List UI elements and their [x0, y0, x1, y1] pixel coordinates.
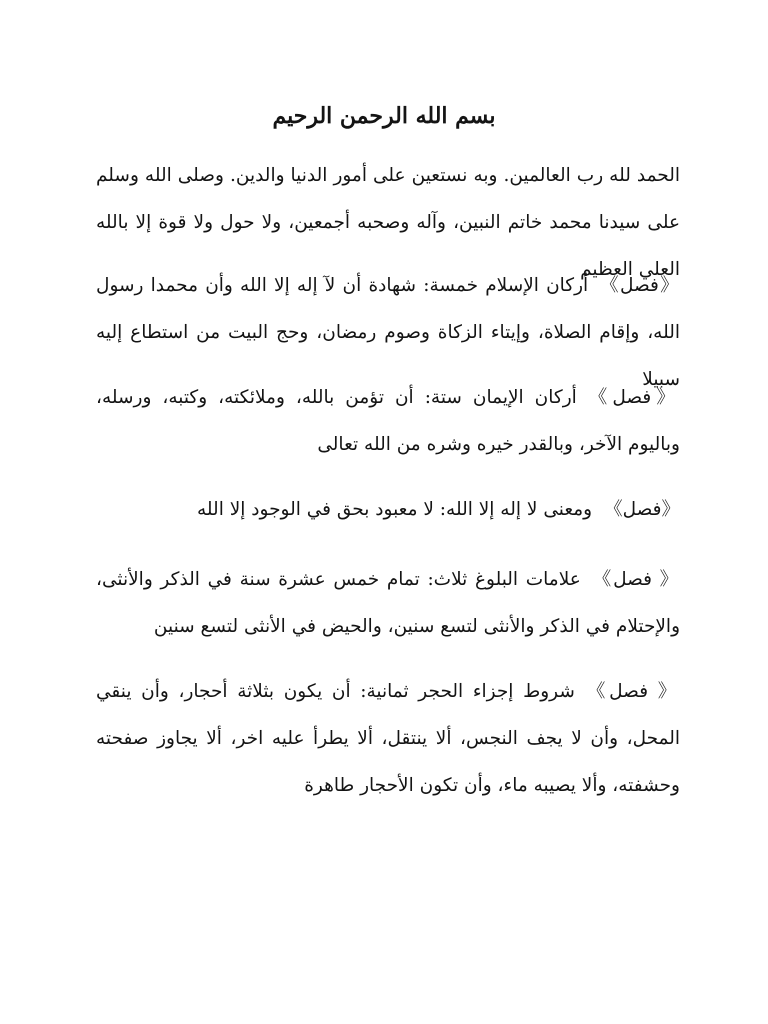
- intro-paragraph: الحمد لله رب العالمين. وبه نستعين على أمور الدنيا والدين. وصلى الله وسلم على سيدنا محمد خاتم النبين، وآله وصحبه أجمعين، ولا حول ولا قوة إلا بالله العلي العظيم: [96, 165, 680, 280]
- section-text: ومعنى لا إله إلا الله: لا معبود بحق في الوجود إلا الله: [197, 499, 593, 520]
- page-title: بسم الله الرحمن الرحيم: [272, 103, 496, 129]
- section-label: 《 فصل》: [586, 681, 680, 702]
- section-paragraph: [96, 668, 680, 809]
- section-paragraph: [96, 486, 680, 533]
- section-label: 《فصل》: [600, 275, 680, 296]
- section-paragraph: [96, 556, 680, 650]
- section-text: أركان الإسلام خمسة: شهادة أن لآ إله إلا الله وأن محمدا رسول الله، وإقام الصلاة، وإيتاء الزكاة وصوم رمضان، وحج البيت من استطاع إليه سبيلا: [96, 275, 680, 390]
- section-label: 《فصل》: [604, 499, 680, 520]
- section-label: 《 فصل》: [592, 569, 680, 590]
- section-label: 《فصل》: [588, 387, 680, 408]
- section-text: شروط إجزاء الحجر ثمانية: أن يكون بثلاثة أحجار، وأن ينقي المحل، وأن لا يجف النجس، ألا ينتقل، ألا يطرأ عليه اخر، ألا يجاوز صفحته وحشفته، وألا يصيبه ماء، وأن تكون الأحجار طاهرة: [96, 681, 680, 796]
- section-paragraph: [96, 374, 680, 468]
- section-text: علامات البلوغ ثلاث: تمام خمس عشرة سنة في الذكر والأنثى، والإحتلام في الذكر والأنثى لتسع سنين، والحيض في الأنثى لتسع سنين: [96, 569, 680, 637]
- section-text: أركان الإيمان ستة: أن تؤمن بالله، وملائكته، وكتبه، ورسله، وباليوم الآخر، وبالقدر خيره وشره من الله تعالى: [96, 387, 680, 455]
